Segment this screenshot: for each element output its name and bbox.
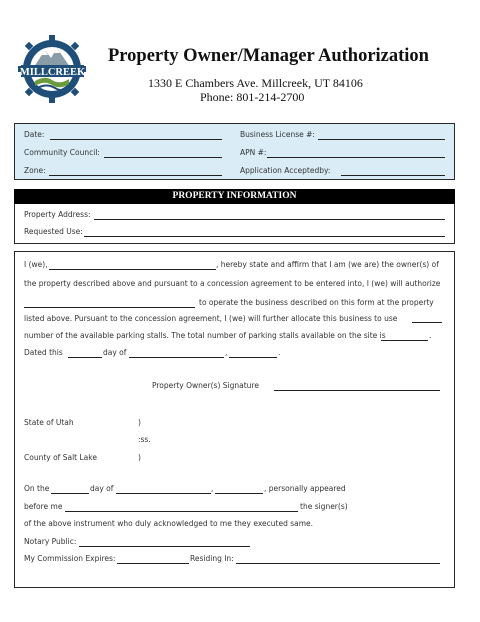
office-address: 1330 E Chambers Ave. Millcreek, UT 84106 (148, 76, 363, 90)
application-accepted-label: Application Acceptedby: (240, 166, 331, 175)
community-council-field[interactable] (104, 157, 222, 158)
property-address-label: Property Address: (24, 210, 91, 219)
owner-name-field[interactable] (49, 269, 216, 270)
business-name-field[interactable] (24, 307, 195, 308)
allocated-stalls-field[interactable] (412, 322, 442, 323)
dated-day-of-label: day of (103, 348, 127, 357)
statement-i-we: I (we), (24, 260, 48, 269)
owner-signature-field[interactable] (274, 390, 440, 391)
millcreek-logo (15, 33, 90, 105)
zone-label: Zone: (24, 166, 46, 175)
dated-comma: , (225, 348, 228, 357)
notary-on-the-label: On the (24, 484, 50, 493)
notary-paren-2: ) (138, 453, 141, 462)
property-information-heading: PROPERTY INFORMATION (14, 189, 455, 204)
statement-line-5: number of the available parking stalls. The total number of parking stalls available on the site is (24, 331, 386, 340)
notary-paren-1: ) (138, 418, 141, 427)
business-license-label: Business License #: (240, 130, 315, 139)
zone-field[interactable] (49, 175, 222, 176)
dated-day-field[interactable] (68, 357, 102, 358)
business-license-field[interactable] (318, 139, 445, 140)
notary-comma: , (211, 484, 214, 493)
statement-line-4: listed above. Pursuant to the concession agreement, I (we) will further allocate this business to use (24, 314, 398, 323)
dated-period: . (278, 348, 281, 357)
notary-public-label: Notary Public: (24, 537, 77, 546)
statement-line-2: the property described above and pursuant to a concession agreement to be entered into, I (we) will authorize (24, 279, 441, 288)
community-council-label: Community Council: (24, 148, 100, 157)
notary-day-of-label: day of (90, 484, 114, 493)
property-address-field[interactable] (94, 219, 445, 220)
notary-before-me-label: before me (24, 502, 63, 511)
commission-expires-field[interactable] (117, 563, 189, 564)
notary-the-signers: the signer(s) (300, 502, 348, 511)
requested-use-field[interactable] (84, 236, 445, 237)
notary-ss: :ss. (138, 435, 151, 444)
total-stalls-field[interactable] (381, 340, 428, 341)
residing-in-label: Residing In: (190, 554, 234, 563)
statement-line-5-end: . (429, 331, 432, 340)
county-of-salt-lake: County of Salt Lake (24, 453, 97, 462)
notary-appeared-name-field[interactable] (65, 511, 298, 512)
office-phone: Phone: 801-214-2700 (200, 90, 305, 104)
dated-this-label: Dated this (24, 348, 63, 357)
notary-acknowledged-text: of the above instrument who duly acknowledged to me they executed same. (24, 519, 314, 528)
logo-wordmark: MILLCREEK (19, 67, 86, 78)
owner-signature-label: Property Owner(s) Signature (152, 381, 259, 390)
notary-month-field[interactable] (116, 493, 211, 494)
apn-field[interactable] (267, 157, 445, 158)
notary-day-field[interactable] (51, 493, 89, 494)
dated-month-field[interactable] (129, 357, 224, 358)
requested-use-label: Requested Use: (24, 227, 83, 236)
date-field[interactable] (50, 139, 222, 140)
dated-year-field[interactable] (229, 357, 277, 358)
notary-personally-appeared: , personally appeared (264, 484, 346, 493)
page-title: Property Owner/Manager Authorization (108, 46, 429, 66)
notary-year-field[interactable] (215, 493, 263, 494)
residing-in-field[interactable] (236, 563, 440, 564)
application-accepted-field[interactable] (341, 175, 445, 176)
date-label: Date: (24, 130, 45, 139)
statement-hereby: , hereby state and affirm that I am (we are) the owner(s) of (216, 260, 439, 269)
state-of-utah: State of Utah (24, 418, 74, 427)
apn-label: APN #: (240, 148, 267, 157)
statement-line-3: to operate the business described on this form at the property (199, 298, 434, 307)
commission-expires-label: My Commission Expires: (24, 554, 116, 563)
notary-public-field[interactable] (79, 546, 250, 547)
